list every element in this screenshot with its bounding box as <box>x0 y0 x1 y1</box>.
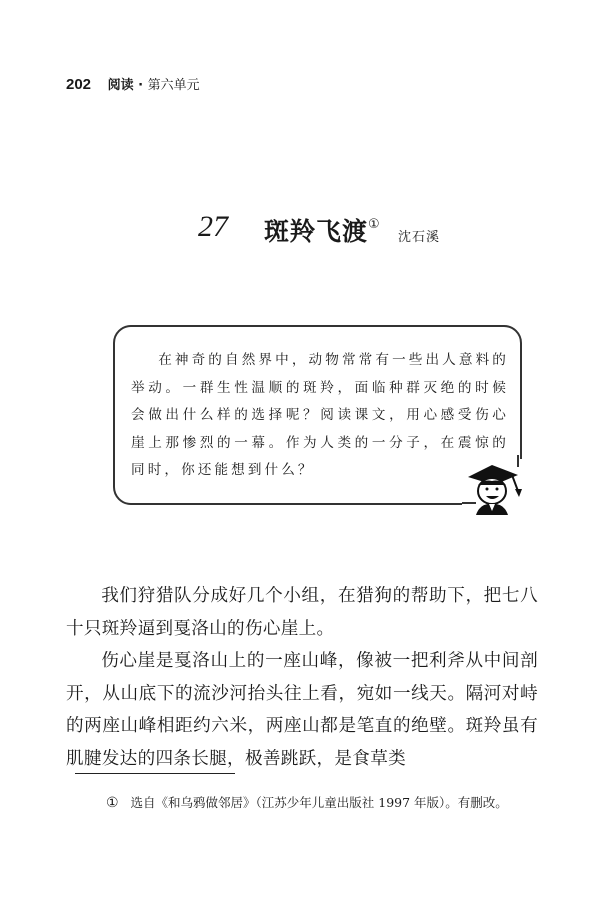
unit-label: 第六单元 <box>147 78 200 93</box>
body-paragraph: 我们狩猎队分成好几个小组，在猎狗的帮助下，把七八十只斑羚逼到戛洛山的伤心崖上。 <box>66 586 538 639</box>
lesson-number: 27 <box>198 210 228 243</box>
lesson-body <box>66 580 538 775</box>
header-separator: · <box>138 78 144 93</box>
body-paragraph: 伤心崖是戛洛山上的一座山峰，像被一把利斧从中间剖开，从山底下的流沙河抬头往上看，宛如一线天。隔河对峙的两座山峰相距约六米，两座山都是笔直的绝壁。斑羚虽有肌腱发达的四条长腿，极善跳跃，是食草类 <box>66 651 538 769</box>
footnote-marker: ① <box>106 795 119 811</box>
intro-box <box>113 325 522 505</box>
section-label: 阅读 <box>107 78 134 93</box>
intro-text <box>131 347 509 485</box>
running-header <box>66 74 200 93</box>
intro-paragraph: 在神奇的自然界中，动物常常有一些出人意料的举动。一群生性温顺的斑羚，面临种群灭绝的时候会做出什么样的选择呢？阅读课文，用心感受伤心崖上那惨烈的一幕。作为人类的一分子，在震惊的同时，你还能想到什么？ <box>131 352 509 478</box>
footnote-text: 选自《和乌鸦做邻居》（江苏少年儿童出版社 1997 年版）。有删改。 <box>130 795 508 810</box>
footnote-divider <box>75 773 235 774</box>
graduate-student-cartoon-icon <box>462 455 526 515</box>
lesson-title-text: 斑羚飞渡 <box>264 217 369 246</box>
lesson-author: 沈石溪 <box>398 230 441 245</box>
page-number: 202 <box>66 76 92 93</box>
lesson-title <box>264 212 381 248</box>
footnote <box>106 793 508 811</box>
footnote-reference[interactable]: ① <box>368 217 381 232</box>
